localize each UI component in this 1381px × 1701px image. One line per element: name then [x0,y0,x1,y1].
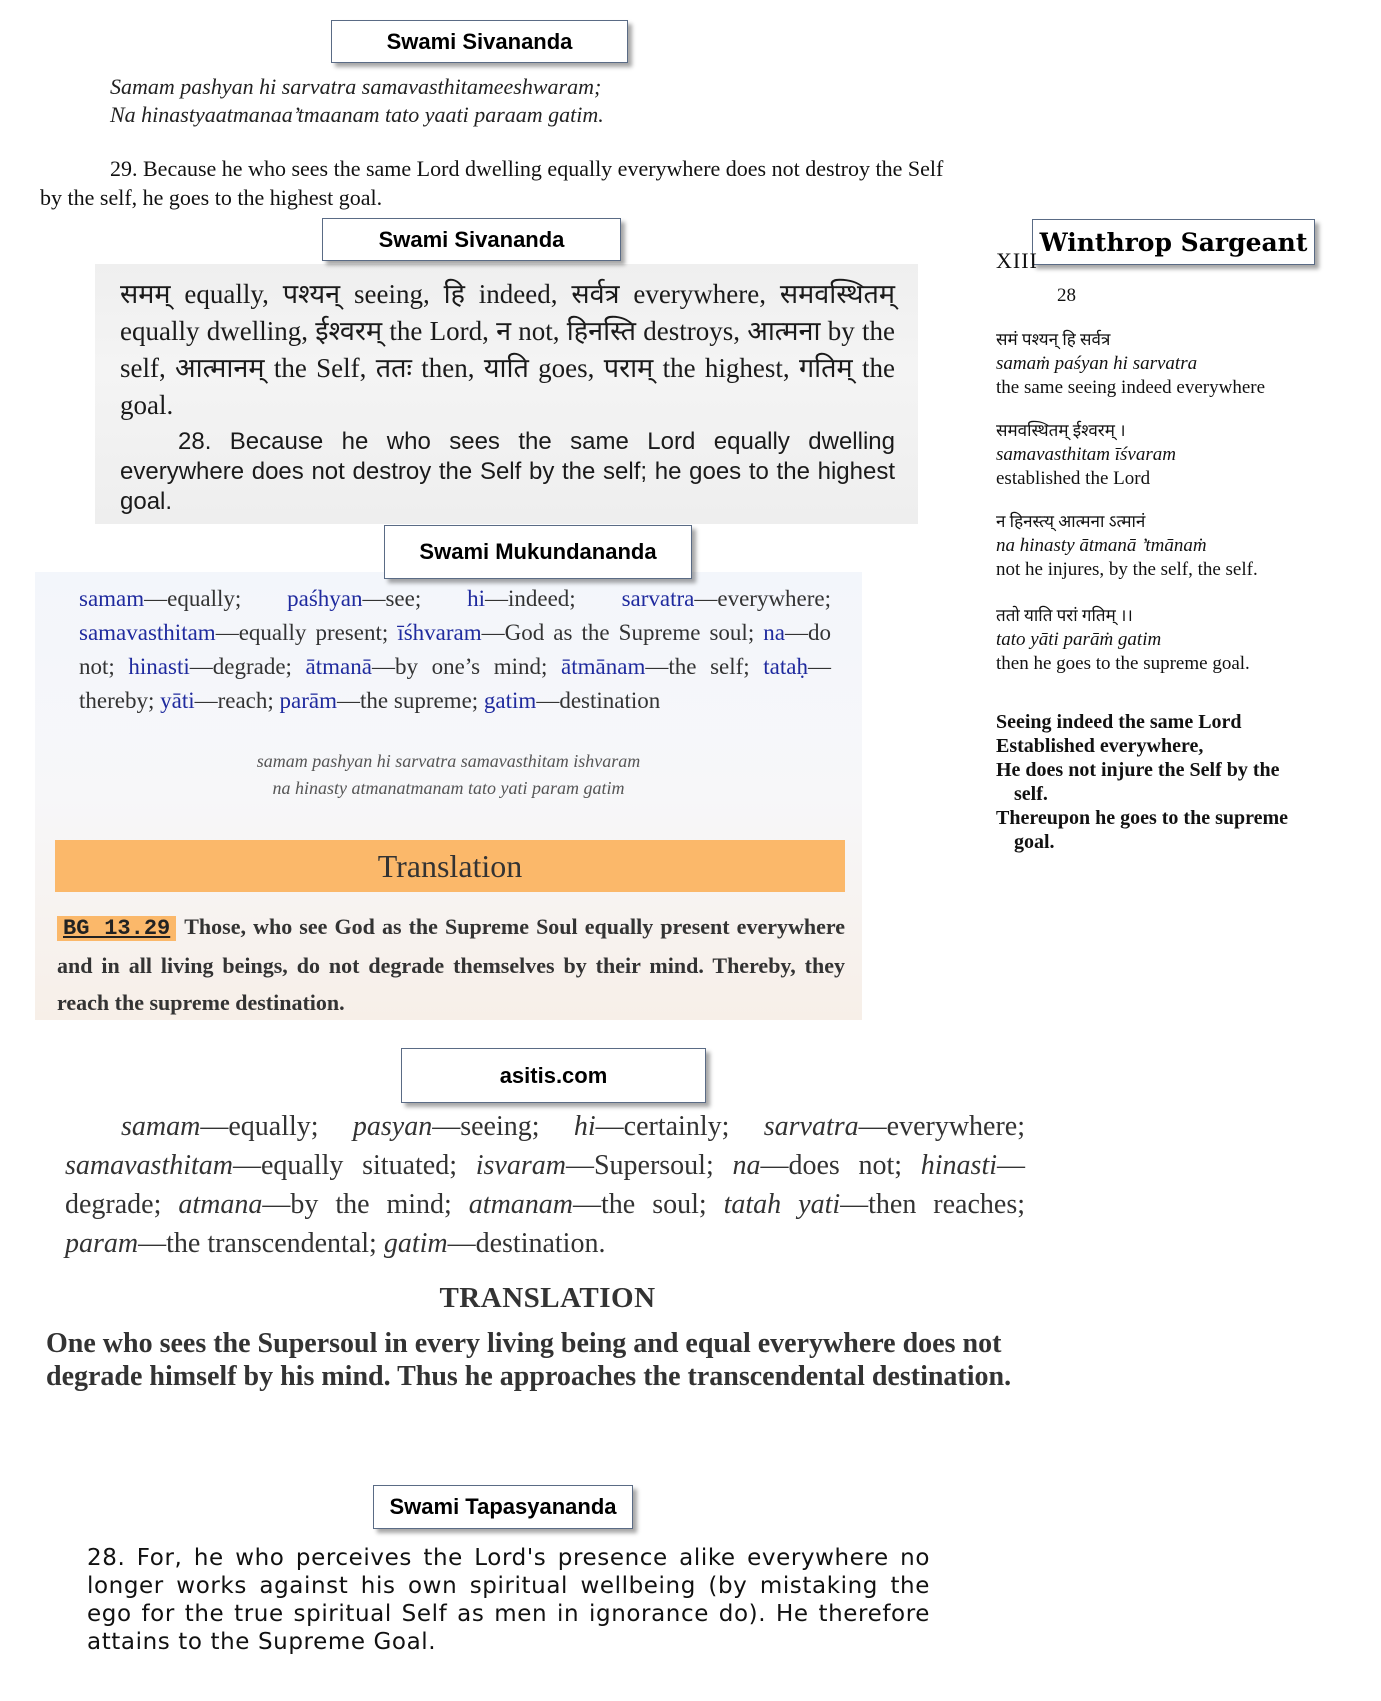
meaning: —degrade; [189,654,306,679]
poem-line: Established everywhere, [996,735,1204,757]
chapter-number: XIII [996,248,1038,273]
poem-line: goal. [1014,831,1055,853]
term: pasyan [352,1111,433,1142]
gloss-line: established the Lord [996,468,1151,489]
transliteration-line: tato yāti parāṁ gatim [996,629,1162,650]
sanskrit-line: समं पश्यन् हि सर्वत्र [996,330,1111,349]
section-title: Winthrop Sargeant [1039,227,1308,257]
term: isvaram [475,1150,566,1181]
transliteration-line: samavasthitam īśvaram [996,444,1176,465]
meaning: —then reaches; [840,1189,1026,1220]
mukundananda-title-box [384,525,692,579]
term: atmanam [468,1189,574,1220]
term: samam [79,586,145,611]
meaning: —the self; [645,654,764,679]
verse-line: Na hinastyaatmanaa’tmaanam tato yaati paraam gatim. [110,102,604,127]
winthrop-poem [996,710,1356,854]
term: hinasti [920,1150,997,1181]
asitis-title-box [401,1048,706,1103]
term: gatim [383,1228,448,1259]
word-by-word [79,582,831,718]
term: samavasthitam [79,620,216,645]
section-title: Swami Mukundananda [419,539,657,564]
meaning: —God as the Supreme soul; [481,620,764,645]
term: tatah yati [723,1189,841,1220]
term: paśhyan [287,586,363,611]
translation-heading-bar [55,840,845,892]
sanskrit-line: न हिनस्त्य् आत्मना ऽत्मानं [996,512,1146,531]
gloss-line: then he goes to the supreme goal. [996,653,1250,674]
term: hi [573,1111,596,1142]
verse-line: na hinasty atmanatmanam tato yati param gatim [272,778,625,798]
translation-text: 28. Because he who sees the same Lord equally dwelling everywhere does not destroy the Self by the self; he goes to the highest goal. [120,428,895,515]
term: ātmanā [305,654,372,679]
term: gatim [483,688,537,713]
meaning: —equally situated; [233,1150,476,1181]
meaning: —by the mind; [262,1189,469,1220]
winthrop-title-box [1032,219,1315,265]
term: atmana [178,1189,263,1220]
term: hinasti [128,654,190,679]
verse-line: Samam pashyan hi sarvatra samavasthitameeshwaram; [110,74,602,99]
scan-translation [120,427,895,517]
term: samam [121,1111,201,1142]
sivananda-verse [110,73,810,129]
term: parām [279,688,338,713]
translation-heading: Translation [377,847,523,884]
sanskrit-line: समवस्थितम् ईश्वरम् । [996,421,1126,440]
sivananda-title-box [331,20,628,63]
winthrop-block [996,510,1356,582]
sivananda2-title-box [322,218,621,261]
section-title: Swami Tapasyananda [389,1494,617,1519]
tapasyananda-title-box [373,1485,633,1529]
term: tataḥ [763,654,808,679]
sivananda-scan-panel [95,264,918,524]
meaning: —indeed; [485,586,622,611]
word-by-word [65,1107,1025,1263]
gloss-line: the same seeing indeed everywhere [996,377,1266,398]
meaning: —the soul; [573,1189,724,1220]
asitis-translation: One who sees the Supersoul in every living being and equal everywhere does not degrade himself by his mind. Thus he approaches the transcendental destination. [46,1328,1012,1392]
winthrop-block [996,419,1356,491]
section-title: asitis.com [499,1062,608,1088]
winthrop-block [996,604,1356,676]
meaning: —by one’s mind; [371,654,562,679]
word-by-word: समम् equally, पश्यन् seeing, हि indeed, सर्वत्र everywhere, समवस्थितम् equally dwelling, ईश्वरम् the Lord, न not, हिनस्ति destroys, आत्मना by the self, आत्मानम् the Self, ततः then, याति goes, पराम् the highest, गतिम् the goal. [120,279,895,420]
term: na [732,1150,761,1181]
term: sarvatra [621,586,695,611]
term: na [763,620,785,645]
meaning: —Supersoul; [565,1150,733,1181]
meaning: —destination [536,688,661,713]
term: sarvatra [763,1111,859,1142]
sivananda-translation: 29. Because he who sees the same Lord dwelling equally everywhere does not destroy the Self by the self, he goes to the highest goal. [40,156,944,210]
poem-line: Thereupon he goes to the supreme [996,807,1289,829]
gloss-line: not he injures, by the self, the self. [996,559,1258,580]
verse-number: 28 [1057,285,1076,306]
transliteration-line: na hinasty ātmanā ’tmānaṁ [996,535,1207,556]
verse-line: samam pashyan hi sarvatra samavasthitam ishvaram [256,751,641,771]
translation-text: Those, who see God as the Supreme Soul equally present everywhere and in all living beings, do not degrade themselves by their mind. Thereby, they reach the supreme destination. [57,914,845,1015]
meaning: —equally present; [215,620,398,645]
mukundananda-panel [35,572,862,1020]
poem-line: self. [1014,783,1048,805]
poem-line: He does not injure the Self by the [996,759,1280,781]
term: samavasthitam [65,1150,233,1181]
term: yāti [160,688,195,713]
meaning: —reach; [194,688,280,713]
meaning: —equally; [144,586,288,611]
mukundananda-translation [57,908,845,1021]
meaning: —seeing; [432,1111,574,1142]
meaning: —degrade; [65,1150,1025,1220]
transliteration-line: samaṁ paśyan hi sarvatra [996,353,1198,374]
meaning: —everywhere; [694,586,832,611]
meaning: —thereby; [79,654,831,713]
meaning: —the supreme; [337,688,484,713]
tapasyananda-translation: 28. For, he who perceives the Lord's presence alike everywhere no longer works against his own spiritual wellbeing (by mistaking the ego for the true spiritual Self as men in ignorance do). He therefore attains to the Supreme Goal. [87,1545,930,1655]
term: ātmānam [561,654,646,679]
meaning: —equally; [200,1111,353,1142]
section-title: Swami Sivananda [378,226,565,252]
section-title: Swami Sivananda [386,28,573,54]
term: hi [467,586,485,611]
meaning: —everywhere; [858,1111,1025,1142]
meaning: —destination. [447,1228,606,1259]
term: īśhvaram [397,620,482,645]
sanskrit-line: ततो याति परां गतिम् ।। [996,606,1133,625]
translation-heading: TRANSLATION [439,1282,656,1314]
verse-reference-link[interactable]: BG 13.29 [57,916,176,941]
meaning: —do not; [79,620,831,679]
winthrop-block [996,328,1356,400]
meaning: —certainly; [595,1111,764,1142]
meaning: —the transcendental; [138,1228,384,1259]
poem-line: Seeing indeed the same Lord [996,711,1242,733]
term: param [65,1228,139,1259]
meaning: —see; [362,586,468,611]
meaning: —does not; [760,1150,921,1181]
